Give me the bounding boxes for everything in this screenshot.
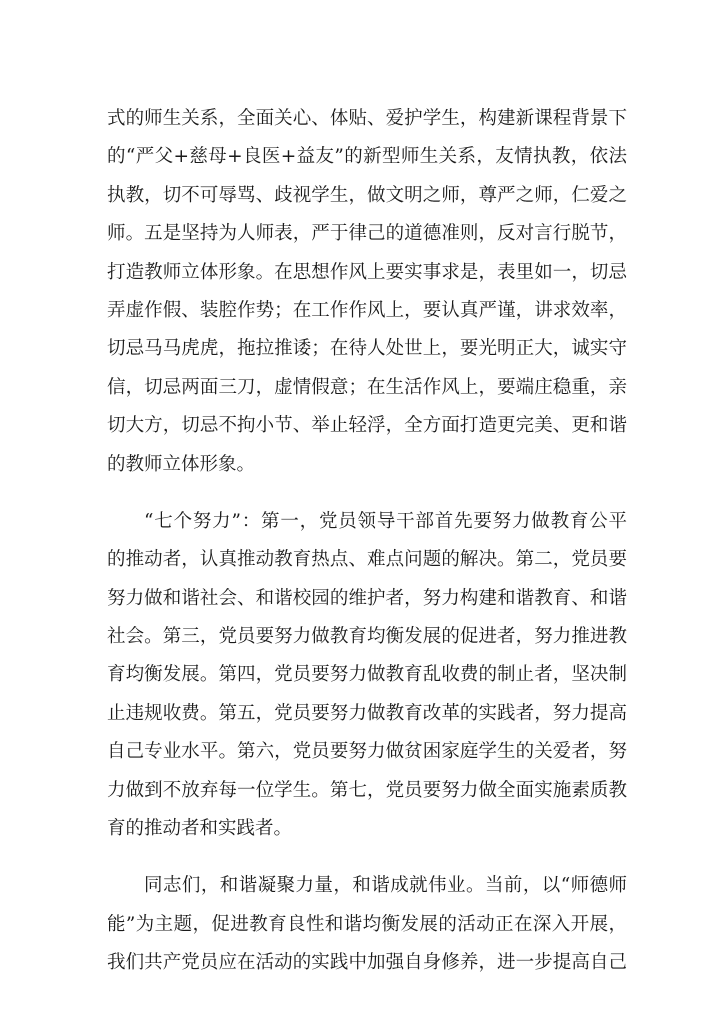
document-body <box>107 100 627 983</box>
text-line: 育的推动者和实践者。 <box>107 818 293 840</box>
text-line: 师。五是坚持为人师表，严于律己的道德准则，反对言行脱节， <box>107 223 627 245</box>
text-line: 社会。第三，党员要努力做教育均衡发展的促进者，努力推进教 <box>107 626 627 648</box>
paragraph-teacher-image <box>107 100 627 484</box>
text-line: 同志们，和谐凝聚力量，和谐成就伟业。当前，以“师德师 <box>144 875 627 897</box>
text-line: 自己专业水平。第六，党员要努力做贫困家庭学生的关爱者，努 <box>107 741 627 763</box>
text-line: 的推动者，认真推动教育热点、难点问题的解决。第二，党员要 <box>107 549 627 571</box>
text-line: 信，切忌两面三刀，虚情假意；在生活作风上，要端庄稳重，亲 <box>107 376 627 398</box>
text-line: 打造教师立体形象。在思想作风上要实事求是，表里如一，切忌 <box>107 261 627 283</box>
paragraph-spacer <box>107 848 627 867</box>
text-line: 止违规收费。第五，党员要努力做教育改革的实践者，努力提高 <box>107 702 627 724</box>
text-line: 式的师生关系，全面关心、体贴、爱护学生，构建新课程背景下 <box>107 108 627 129</box>
text-line: 弄虚作假、装腔作势；在工作作风上，要认真严谨，讲求效率， <box>107 299 627 321</box>
paragraph-closing <box>107 867 627 982</box>
text-line: 的“严父+慈母+良医+益友”的新型师生关系，友情执教，依法 <box>107 146 627 168</box>
text-line: 育均衡发展。第四，党员要努力做教育乱收费的制止者，坚决制 <box>107 664 627 686</box>
text-line: 能”为主题，促进教育良性和谐均衡发展的活动正在深入开展， <box>107 913 627 935</box>
text-line: 切大方，切忌不拘小节、举止轻浮，全方面打造更完美、更和谐 <box>107 415 627 437</box>
text-line: 我们共产党员应在活动的实践中加强自身修养，进一步提高自己 <box>107 952 627 974</box>
text-line: 执教，切不可辱骂、歧视学生，做文明之师，尊严之师，仁爱之 <box>107 184 627 206</box>
text-line: 力做到不放弃每一位学生。第七，党员要努力做全面实施素质教 <box>107 779 627 801</box>
paragraph-seven-efforts <box>107 503 627 849</box>
text-line: 努力做和谐社会、和谐校园的维护者，努力构建和谐教育、和谐 <box>107 587 627 609</box>
text-line: “七个努力”：第一，党员领导干部首先要努力做教育公平 <box>144 510 627 532</box>
text-line: 切忌马马虎虎，拖拉推诿；在待人处世上，要光明正大，诚实守 <box>107 338 627 360</box>
text-line: 的教师立体形象。 <box>107 453 256 475</box>
paragraph-spacer <box>107 484 627 503</box>
